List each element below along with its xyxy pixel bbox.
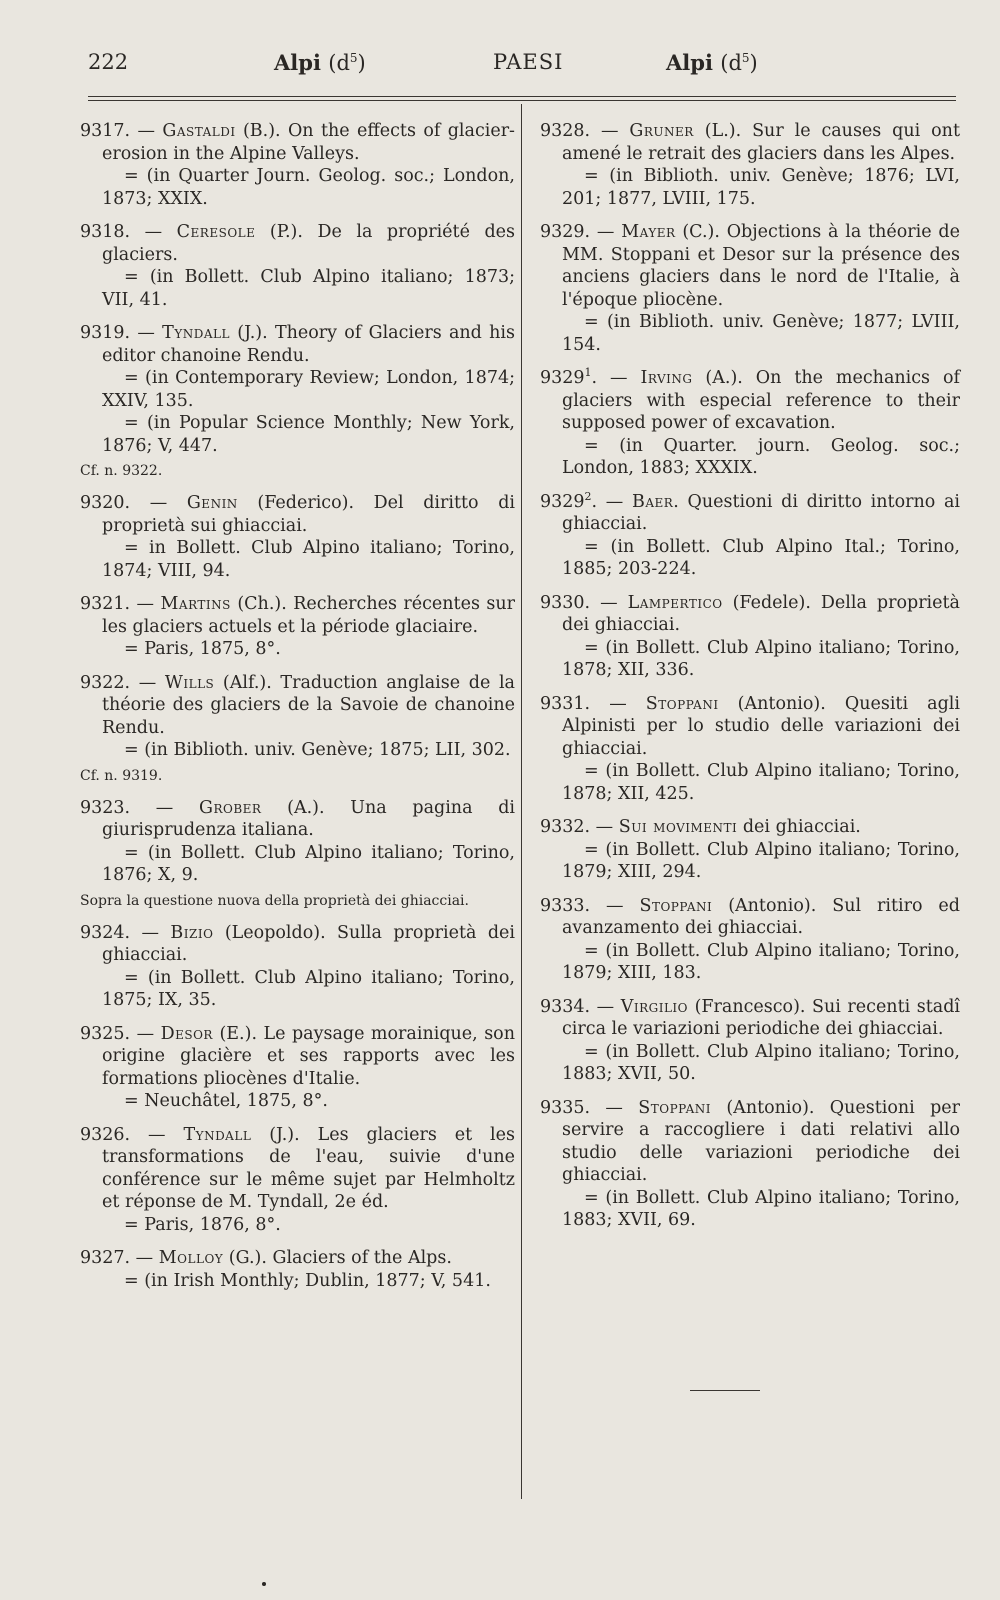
entry-number: 9326. [80,1124,131,1145]
bibliography-entry [540,120,960,210]
entry-title: (B.). On the effects of glacier-erosion in the Alpine Valleys. [102,121,515,164]
entry-author: Stoppani [638,1097,712,1118]
entry-edition: = (in Biblioth. univ. Genève; 1876; LVI, 201; 1877, LVIII, 175. [562,166,960,209]
bibliography-entry [540,816,960,884]
entry-heading: 9322. — Wills (Alf.). Traduction anglaise de la théorie des glaciers de la Savoie de chanoine Rendu. [80,672,515,738]
bibliography-entry [540,1097,960,1232]
entry-heading: 9333. — Stoppani (Antonio). Sul ritiro ed avanzamento dei ghiacciai. [540,895,960,938]
entry-author: Desor [160,1023,213,1044]
header-right-title: Alpi $(d^5)$ [666,50,758,75]
entry-author: Ceresole [176,222,256,242]
header-left-sup: 5 [349,51,358,65]
entry-title: (Federico). Del diritto di proprietà sui ghiacciai. [102,493,515,536]
entry-number: 9334. [540,996,591,1017]
entry-heading: 9328. — Gruner (L.). Sur le causes qui ont amené le retrait des glaciers dans les Alpes. [540,121,960,164]
header-center-title: PAESI [493,50,564,74]
entry-note: Cf. n. 9319. [80,767,163,784]
entry-number: 9329 [540,491,585,512]
entry-number: 9319. [80,323,131,343]
entry-edition: = (in Quarter Journ. Geolog. soc.; London, 1873; XXIX. [102,166,515,209]
entry-heading: 9324. — Bizio (Leopoldo). Sulla proprietà dei ghiacciai. [80,922,515,965]
entry-author: Wills [164,672,215,693]
bibliography-entry [540,895,960,985]
entry-edition: = Paris, 1876, 8°. [124,1214,281,1235]
bibliography-entry [80,593,515,661]
entry-heading: 9329. — Mayer (C.). Objections à la théorie de MM. Stoppani et Desor sur la présence des anciens glaciers dans le nord de l'Italie, à l'époque pliocène. [540,222,960,310]
bibliography-entry [80,221,515,311]
entry-edition: = Paris, 1875, 8°. [124,639,281,659]
running-header [88,50,956,90]
entry-author: Tyndall [162,323,230,343]
entry-edition: = (in Bollett. Club Alpino italiano; Torino, 1879; XIII, 294. [562,839,960,882]
entry-number-sup: 2 [584,489,592,503]
bibliography-entry [80,1124,515,1237]
entry-edition: = (in Quarter. journ. Geolog. soc.; London, 1883; XXXIX. [562,435,960,478]
entry-edition: = (in Bollett. Club Alpino italiano; 1873; VII, 41. [102,267,515,310]
entry-title: (Alf.). Traduction anglaise de la théorie des glaciers de la Savoie de chanoine Rendu. [102,672,515,738]
entry-number-sup: 1 [584,366,592,380]
entry-author: Mayer [621,222,676,242]
entry-number: 9333. [540,895,591,916]
entry-title: dei ghiacciai. [737,817,861,837]
entry-number: 9323. [80,797,131,818]
entry-title: (Antonio). Questioni per servire a raccogliere i dati relativi allo studio delle variazioni periodiche dei ghiacciai. [562,1097,960,1185]
header-left-title: Alpi $(d^5)$ [274,50,366,75]
entry-author: Stoppani [645,693,719,714]
bibliography-entry [540,996,960,1086]
entry-heading: 9327. — Molloy (G.). Glaciers of the Alps. [80,1248,452,1268]
entry-title: (J.). Les glaciers et les transformations de l'eau, suivie d'une conférence sur le même sujet par Helmholtz et réponse de M. Tyndall, 2e éd. [102,1124,515,1212]
entry-heading: 9335. — Stoppani (Antonio). Questioni per servire a raccogliere i dati relativi allo studio delle variazioni periodiche dei ghiacciai. [540,1097,960,1185]
entry-number: 9318. [80,222,131,242]
entry-number: 9317. [80,121,131,141]
entry-heading: 9319. — Tyndall (J.). Theory of Glaciers and his editor chanoine Rendu. [80,323,515,366]
entry-author: Gruner [629,121,694,141]
entry-note: Sopra la questione nuova della proprietà dei ghiacciai. [80,892,469,909]
entry-edition: = (in Bollett. Club Alpino Ital.; Torino, 1885; 203-224. [562,536,960,579]
entry-edition: = (in Popular Science Monthly; New York, 1876; V, 447. [102,413,515,456]
entry-title: (Leopoldo). Sulla proprietà dei ghiacciai. [102,922,515,965]
bibliography-entry [540,491,960,581]
entry-edition: = (in Irish Monthly; Dublin, 1877; V, 541. [124,1270,491,1291]
bibliography-entry [80,492,515,582]
entry-heading: 9329$^1$. — Irving (A.). On the mechanics of glaciers with especial reference to their supposed power of excavation. [540,366,960,433]
entry-number: 9320. [80,493,131,513]
bibliography-entry [80,672,515,786]
entry-author: Virgilio [620,996,689,1017]
header-right-word: Alpi [666,50,713,75]
entry-edition: = in Bollett. Club Alpino italiano; Torino, 1874; VIII, 94. [102,538,515,581]
entry-edition: = (in Bollett. Club Alpino italiano; Torino, 1883; XVII, 50. [562,1041,960,1084]
entry-edition: = (in Bollett. Club Alpino italiano; Torino, 1883; XVII, 69. [562,1187,960,1230]
entry-heading: 9332. — Sui movimenti dei ghiacciai. [540,817,861,837]
entry-edition: = Neuchâtel, 1875, 8°. [124,1091,328,1111]
entry-number: 9331. [540,693,591,714]
entry-author: Grober [198,797,262,818]
entry-title: (Antonio). Sul ritiro ed avanzamento dei ghiacciai. [562,895,960,938]
entry-heading: 9317. — Gastaldi (B.). On the effects of glacier-erosion in the Alpine Valleys. [80,121,515,164]
entry-title: (G.). Glaciers of the Alps. [223,1248,452,1268]
entry-number: 9324. [80,922,131,943]
entry-author: Sui movimenti [618,817,738,837]
entry-title: (A.). Una pagina di giurisprudenza italiana. [102,797,515,840]
header-rule-second [88,100,956,101]
bibliography-entry [80,1023,515,1113]
bibliography-entry [80,1247,515,1292]
header-left-section: (d [328,51,350,75]
entry-title: (J.). Theory of Glaciers and his editor chanoine Rendu. [102,323,515,366]
bibliography-entry [540,221,960,356]
entry-edition: = (in Bollett. Club Alpino italiano; Torino, 1879; XIII, 183. [562,940,960,983]
entry-author: Tyndall [183,1124,252,1145]
header-rule [88,96,956,97]
entry-heading: 9329$^2$. — Baer. Questioni di diritto intorno ai ghiacciai. [540,489,960,534]
page-number: 222 [88,50,129,74]
entry-title: (Antonio). Quesiti agli Alpinisti per lo studio delle variazioni dei ghiacciai. [562,693,960,759]
entry-heading: 9326. — Tyndall (J.). Les glaciers et les transformations de l'eau, suivie d'une conférence sur le même sujet par Helmholtz et réponse de M. Tyndall, 2e éd. [80,1124,515,1212]
ink-dot [262,1582,266,1586]
right-column [540,120,960,1243]
header-right-section: (d [720,51,742,75]
entry-edition: = (in Bollett. Club Alpino italiano; Torino, 1878; XII, 425. [562,761,960,804]
entry-author: Genin [186,493,238,513]
entry-author: Lampertico [627,592,723,613]
entry-heading: 9334. — Virgilio (Francesco). Sui recenti stadî circa le variazioni periodiche dei ghiacciai. [540,996,960,1039]
entry-author: Baer [631,491,674,512]
entry-author: Molloy [158,1248,224,1268]
bibliography-entry [540,693,960,806]
end-rule [690,1390,760,1391]
entry-edition: = (in Bollett. Club Alpino italiano; Torino, 1875; IX, 35. [102,967,515,1010]
entry-title: (Ch.). Recherches récentes sur les glaciers actuels et la période glaciaire. [102,594,515,637]
entry-number: 9327. [80,1248,131,1268]
entry-edition: = (in Contemporary Review; London, 1874; XXIV, 135. [102,368,515,411]
bibliography-entry [80,797,515,911]
entry-title: (C.). Objections à la théorie de MM. Stoppani et Desor sur la présence des anciens glaciers dans le nord de l'Italie, à l'époque pliocène. [562,222,960,310]
entry-heading: 9318. — Ceresole (P.). De la propriété des glaciers. [80,222,515,265]
entry-title: . Questioni di diritto intorno ai ghiacciai. [562,491,960,534]
entry-heading: 9321. — Martins (Ch.). Recherches récentes sur les glaciers actuels et la période glaciaire. [80,594,515,637]
entry-number: 9329 [540,368,585,388]
entry-number: 9330. [540,592,591,613]
entry-title: (Francesco). Sui recenti stadî circa le variazioni periodiche dei ghiacciai. [562,996,960,1039]
entry-title: (L.). Sur le causes qui ont amené le retrait des glaciers dans les Alpes. [562,121,960,164]
entry-heading: 9325. — Desor (E.). Le paysage morainique, son origine glacière et ses rapports avec les formations pliocènes d'Italie. [80,1023,515,1089]
header-right-sup: 5 [741,51,750,65]
entry-author: Martins [160,594,231,614]
entry-title: (P.). De la propriété des glaciers. [102,222,515,265]
entry-edition: = (in Biblioth. univ. Genève; 1877; LVIII, 154. [562,312,960,355]
bibliography-entry [540,592,960,682]
entry-author: Irving [640,368,693,388]
header-left-word: Alpi [274,50,321,75]
entry-edition: = (in Bollett. Club Alpino italiano; Torino, 1878; XII, 336. [562,637,960,680]
entry-title: (E.). Le paysage morainique, son origine glacière et ses rapports avec les formations pliocènes d'Italie. [102,1023,515,1089]
entry-note: Cf. n. 9322. [80,463,163,479]
entry-author: Bizio [170,922,214,943]
entry-number: 9332. [540,817,591,837]
entry-author: Stoppani [639,895,713,916]
entry-heading: 9330. — Lampertico (Fedele). Della proprietà dei ghiacciai. [540,592,960,635]
bibliography-entry [80,322,515,481]
entry-title: (A.). On the mechanics of glaciers with especial reference to their supposed power of excavation. [562,368,960,433]
entry-title: (Fedele). Della proprietà dei ghiacciai. [562,592,960,635]
entry-number: 9321. [80,594,131,614]
entry-heading: 9323. — Grober (A.). Una pagina di giurisprudenza italiana. [80,797,515,840]
entry-number: 9325. [80,1023,131,1044]
entry-edition: = (in Bollett. Club Alpino italiano; Torino, 1876; X, 9. [102,842,515,885]
entry-edition: = (in Biblioth. univ. Genève; 1875; LII, 302. [124,740,511,760]
column-divider [521,104,522,1499]
bibliography-entry [80,922,515,1012]
left-column [80,120,515,1303]
entry-number: 9328. [540,121,591,141]
bibliography-entry [80,120,515,210]
entry-heading: 9320. — Genin (Federico). Del diritto di proprietà sui ghiacciai. [80,493,515,536]
bibliography-entry [540,367,960,480]
entry-number: 9322. [80,672,131,693]
entry-heading: 9331. — Stoppani (Antonio). Quesiti agli Alpinisti per lo studio delle variazioni dei ghiacciai. [540,693,960,759]
entry-number: 9335. [540,1097,591,1118]
entry-number: 9329. [540,222,591,242]
entry-author: Gastaldi [162,121,236,141]
